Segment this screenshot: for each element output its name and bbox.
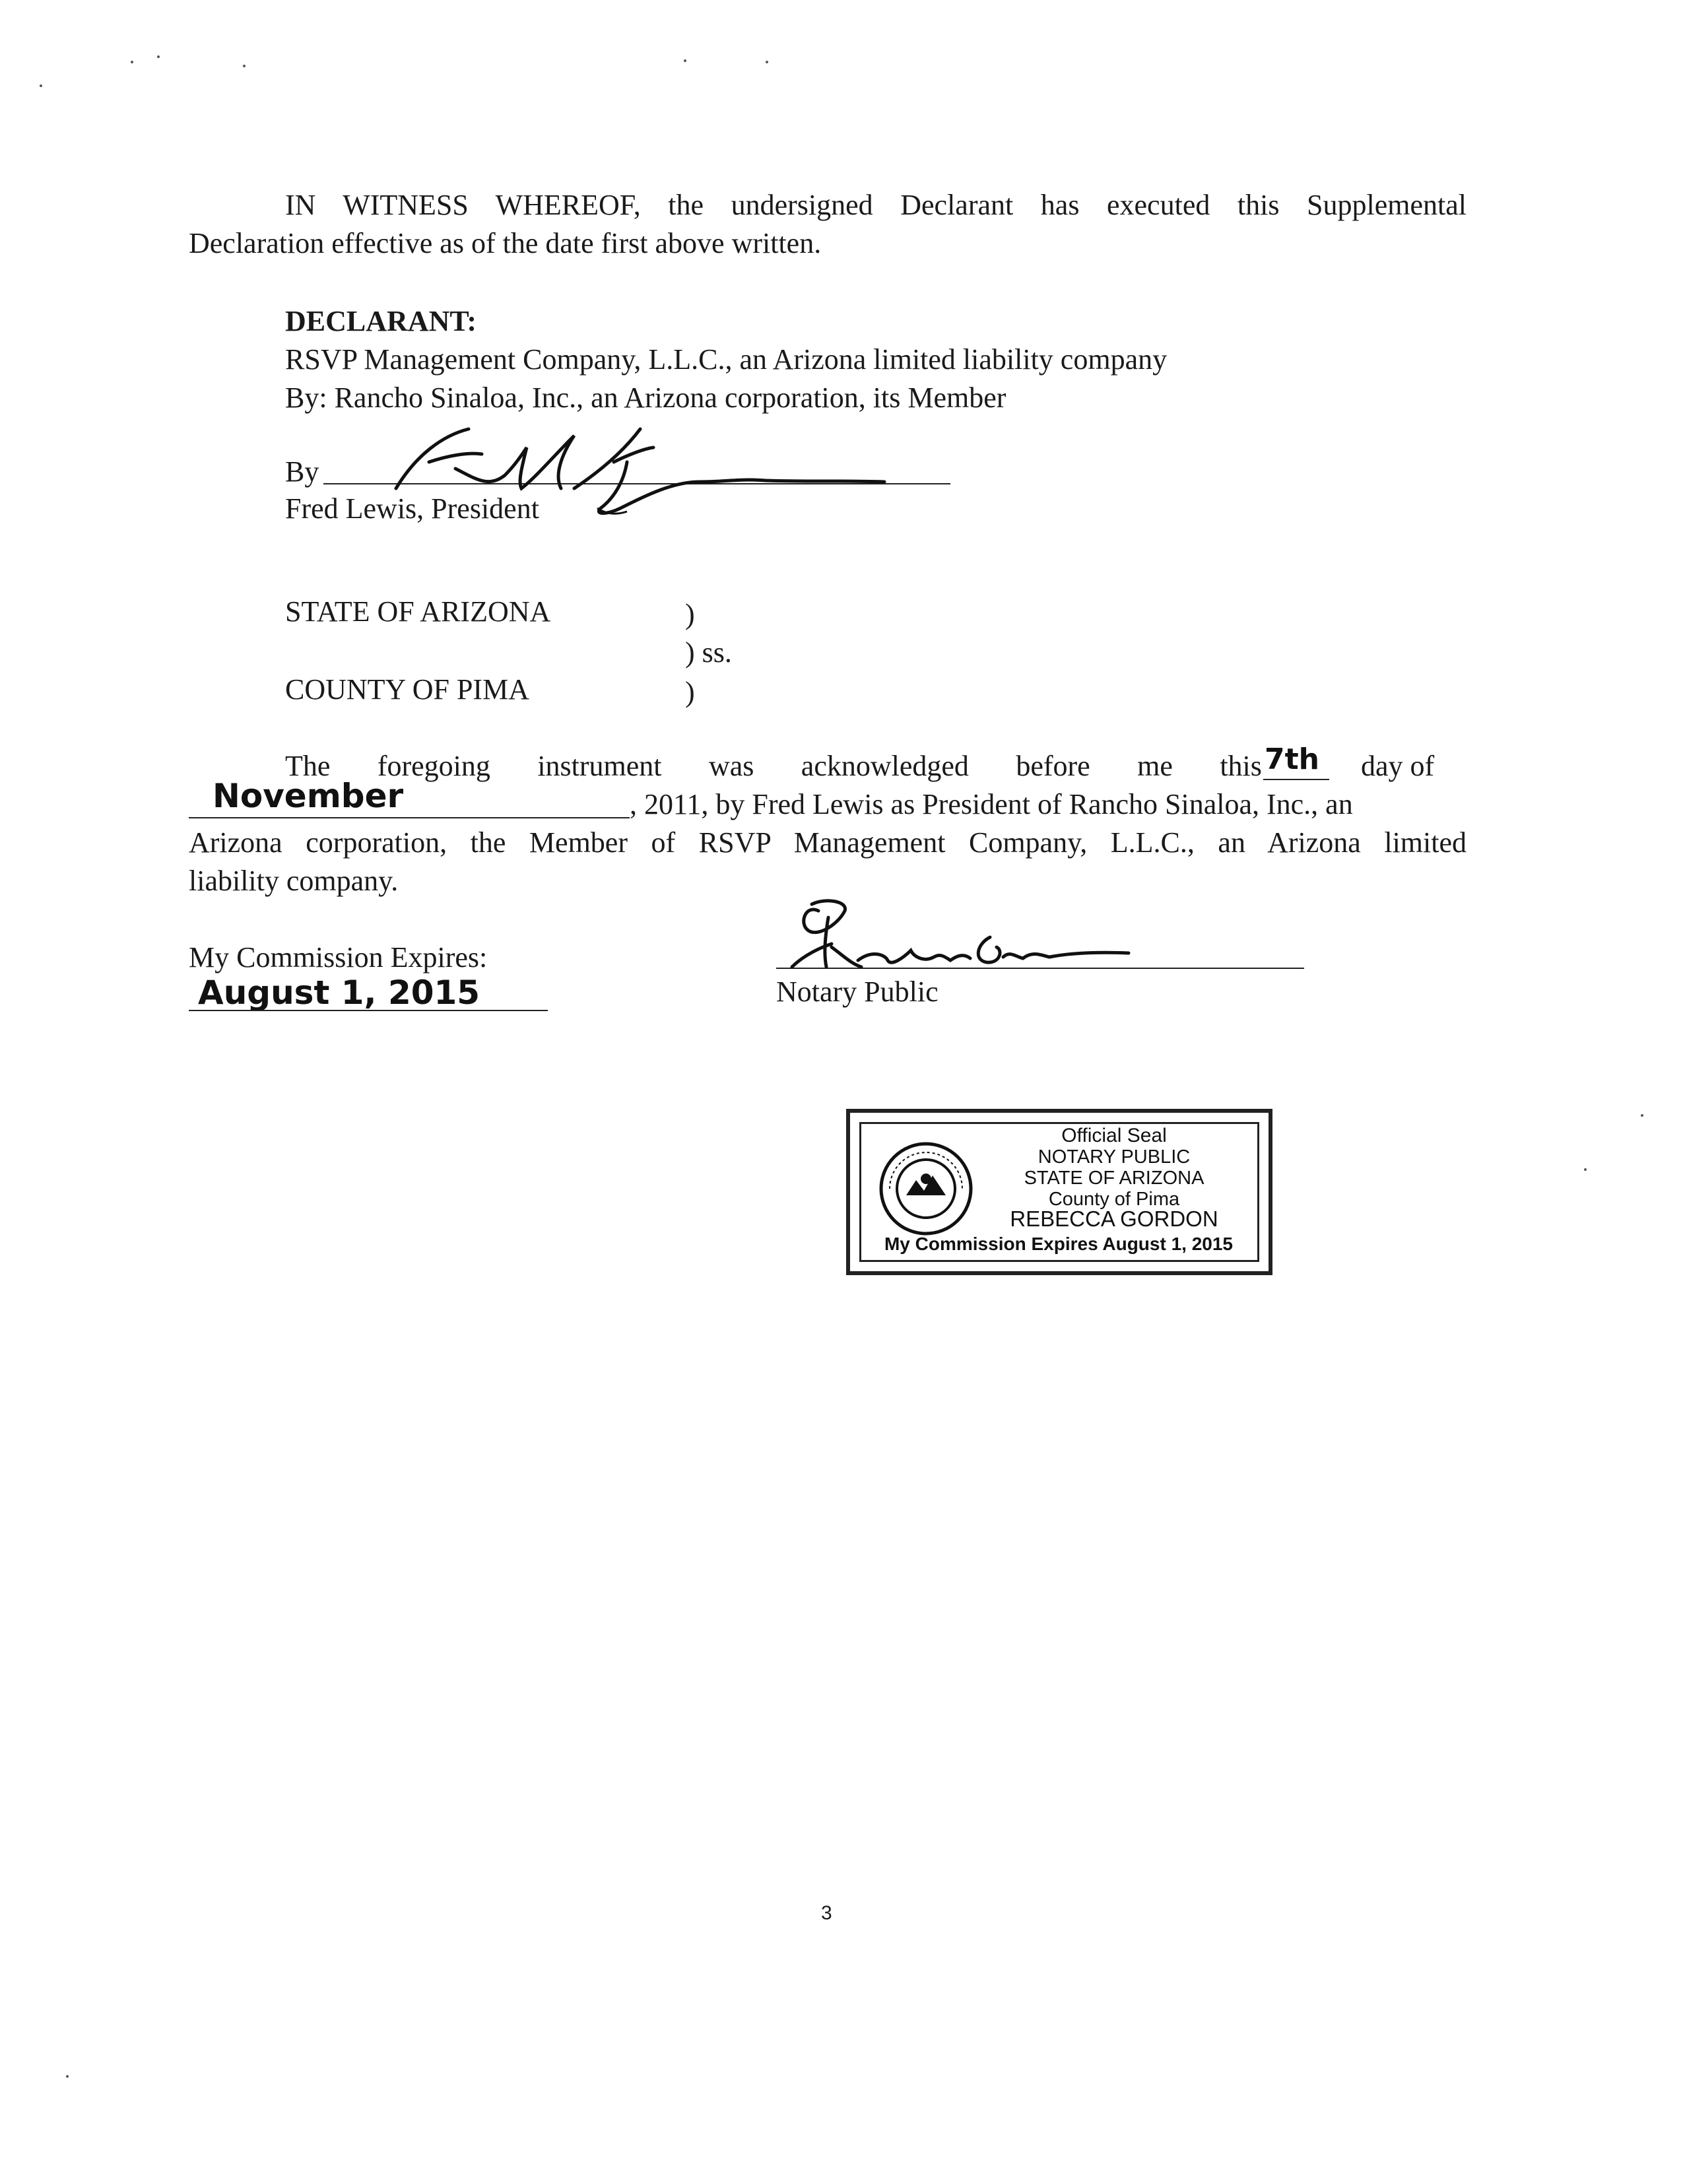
fred-lewis-signature — [356, 416, 950, 521]
seal-state: STATE OF ARIZONA — [1024, 1168, 1204, 1189]
month-blank-line — [189, 817, 630, 818]
witness-line-2: Declaration effective as of the date first above written. — [189, 227, 822, 259]
county-label: COUNTY OF PIMA — [285, 673, 529, 706]
scan-speck — [243, 65, 246, 67]
ack-line-3: Arizona corporation, the Member of RSVP Management Company, L.L.C., an Arizona limited — [189, 826, 1467, 859]
ack-word: before — [1016, 750, 1090, 782]
venue-paren-1: ) — [685, 598, 695, 630]
seal-official: Official Seal — [1061, 1125, 1167, 1146]
page-number: 3 — [821, 1902, 832, 1924]
handwritten-commission-date: August 1, 2015 — [198, 974, 480, 1012]
ack-word: this — [1220, 750, 1262, 782]
handwritten-day: 7th — [1265, 743, 1319, 776]
notary-public-label: Notary Public — [776, 976, 939, 1008]
venue-paren-3: ) — [685, 676, 695, 708]
day-blank-line — [1263, 779, 1329, 780]
scan-speck — [131, 61, 133, 63]
seal-county: County of Pima — [1048, 1189, 1180, 1210]
ack-line-2: , 2011, by Fred Lewis as President of Rancho Sinaloa, Inc., an — [630, 788, 1353, 820]
seal-notary-public: NOTARY PUBLIC — [1038, 1146, 1191, 1168]
day-of-text: day of — [1361, 750, 1435, 782]
ack-word: foregoing — [377, 750, 490, 782]
venue-paren-ss: ) ss. — [685, 636, 732, 669]
ack-word: acknowledged — [801, 750, 969, 782]
witness-line-1: IN WITNESS WHEREOF, the undersigned Declarant has executed this Supplemental — [285, 189, 1467, 221]
ack-line-4: liability company. — [189, 865, 399, 897]
declarant-company: RSVP Management Company, L.L.C., an Arizona limited liability company — [285, 343, 1168, 376]
scan-speck — [684, 59, 686, 62]
scan-speck — [1641, 1114, 1643, 1117]
notary-signature — [772, 884, 1142, 977]
arizona-state-seal-icon — [876, 1139, 975, 1238]
handwritten-month: November — [213, 777, 404, 815]
scan-speck — [1584, 1168, 1587, 1171]
declarant-by-line: By: Rancho Sinaloa, Inc., an Arizona corporation, its Member — [285, 381, 1006, 414]
scan-speck — [766, 61, 768, 63]
ack-word: instrument — [537, 750, 662, 782]
ack-line-1 — [285, 747, 1262, 785]
by-label: By — [285, 455, 319, 488]
commission-line — [189, 1010, 548, 1011]
seal-name: REBECCA GORDON — [1010, 1207, 1218, 1231]
ack-word: was — [708, 750, 754, 782]
ack-word: The — [285, 750, 331, 782]
state-label: STATE OF ARIZONA — [285, 595, 551, 628]
notary-seal-stamp — [846, 1109, 1272, 1275]
scan-speck — [40, 84, 42, 87]
commission-label: My Commission Expires: — [189, 941, 488, 974]
ack-word: me — [1137, 750, 1173, 782]
scan-speck — [66, 2075, 69, 2078]
declarant-heading: DECLARANT: — [285, 305, 477, 337]
scan-speck — [157, 55, 160, 58]
signer-name: Fred Lewis, President — [285, 492, 539, 525]
seal-expiration: My Commission Expires August 1, 2015 — [884, 1234, 1234, 1254]
